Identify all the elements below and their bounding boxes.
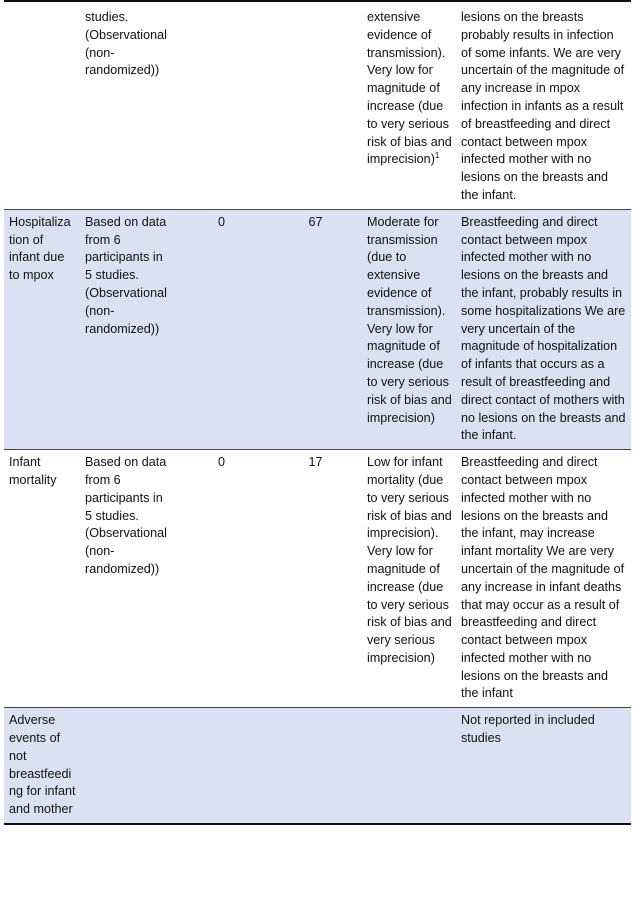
value-cell-a: 0	[174, 209, 268, 449]
certainty-text: Low for infant mortality (due to very serious risk of bias and imprecision). Very low for magnitude of increase (due to very serious risk of bias and very serious imprecision)	[367, 455, 452, 665]
value-cell-b	[268, 1, 362, 209]
outcome-cell	[4, 1, 80, 209]
summary-cell: lesions on the breasts probably results in infection of some infants. We are very uncertain of the magnitude of any increase in mpox infection in infants as a result of breastfeeding and direct contact between mpox infected mother with no lesions on the breasts and the infant.	[456, 1, 631, 209]
outcome-cell: Infant mortality	[4, 450, 80, 708]
summary-cell: Breastfeeding and direct contact between mpox infected mother with no lesions on the breasts and the infant, probably results in some hospitalizations We are very uncertain of the magnitude of hospitalization of infants that occurs as a result of breastfeeding and direct contact of mothers with no lesions on the breasts and the infant.	[456, 209, 631, 449]
outcome-cell: Hospitaliza tion of infant due to mpox	[4, 209, 80, 449]
certainty-text: Moderate for transmission (due to extensive evidence of transmission). Very low for magnitude of increase (due to very serious risk of bias and imprecision)	[367, 214, 452, 425]
certainty-cell	[362, 1, 456, 209]
value-cell-b: 67	[268, 209, 362, 449]
evidence-cell: Based on data from 6 participants in 5 studies. (Observational (non-randomized))	[80, 209, 174, 449]
table-row	[4, 708, 631, 824]
value-cell-a: 0	[174, 450, 268, 708]
certainty-cell	[362, 708, 456, 824]
footnote-marker: 1	[434, 151, 440, 161]
evidence-summary-table	[4, 0, 631, 825]
evidence-cell: Based on data from 6 participants in 5 studies. (Observational (non-randomized))	[80, 450, 174, 708]
value-cell-b: 17	[268, 450, 362, 708]
evidence-cell: studies. (Observational (non-randomized))	[80, 1, 174, 209]
summary-cell: Not reported in included studies	[456, 708, 631, 824]
table-row	[4, 450, 631, 708]
value-cell-b	[268, 708, 362, 824]
value-cell-a	[174, 1, 268, 209]
certainty-cell	[362, 209, 456, 449]
table-row	[4, 1, 631, 209]
summary-cell: Breastfeeding and direct contact between mpox infected mother with no lesions on the breasts and the infant, may increase infant mortality We are very uncertain of the magnitude of any increase in infant deaths that may occur as a result of breastfeeding and direct contact between mpox infected mother with no lesions on the breasts and the infant	[456, 450, 631, 708]
evidence-cell	[80, 708, 174, 824]
table-row	[4, 209, 631, 449]
outcome-cell: Adverse events of not breastfeedi ng for infant and mother	[4, 708, 80, 824]
certainty-text: extensive evidence of transmission). Very low for magnitude of increase (due to very serious risk of bias and imprecision)	[367, 10, 452, 167]
value-cell-a	[174, 708, 268, 824]
certainty-cell	[362, 450, 456, 708]
